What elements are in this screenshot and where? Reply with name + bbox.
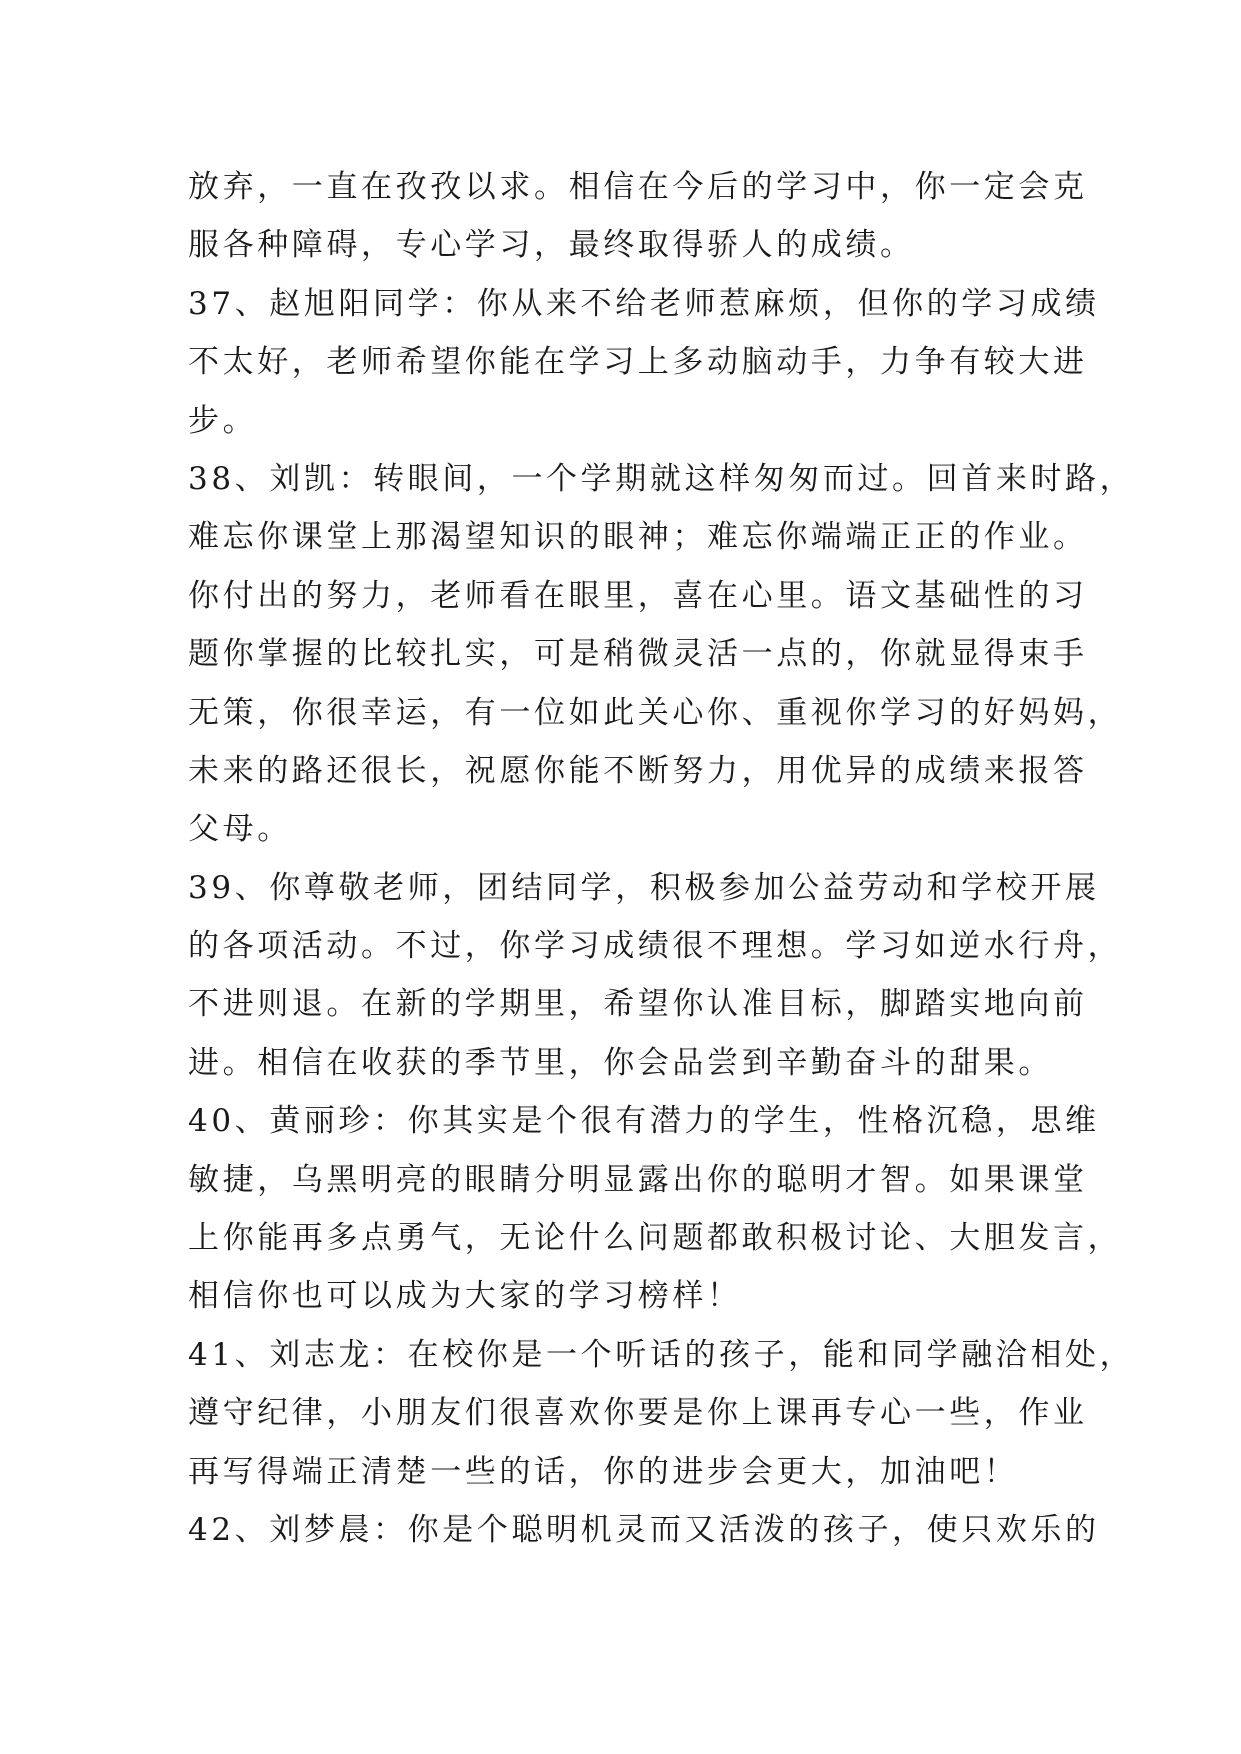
- text-line: 难忘你课堂上那渴望知识的眼神；难忘你端端正正的作业。: [188, 519, 1088, 556]
- text-line: 39、你尊敬老师，团结同学，积极参加公益劳动和学校开展: [188, 869, 1100, 906]
- text-line: 遵守纪律，小朋友们很喜欢你要是你上课再专心一些，作业: [188, 1395, 1088, 1432]
- text-line: 未来的路还很长，祝愿你能不断努力，用优异的成绩来报答: [188, 752, 1088, 789]
- text-line: 38、刘凯：转眼间，一个学期就这样匆匆而过。回首来时路，: [188, 460, 1135, 497]
- text-line: 无策，你很幸运，有一位如此关心你、重视你学习的好妈妈，: [188, 694, 1123, 731]
- text-line: 敏捷，乌黑明亮的眼睛分明显露出你的聪明才智。如果课堂: [188, 1161, 1088, 1198]
- text-line: 父母。: [188, 811, 292, 848]
- text-line: 步。: [188, 402, 258, 439]
- text-line: 不太好，老师希望你能在学习上多动脑动手，力争有较大进: [188, 344, 1088, 381]
- text-line: 41、刘志龙：在校你是一个听话的孩子，能和同学融洽相处，: [188, 1336, 1135, 1373]
- text-line: 进。相信在收获的季节里，你会品尝到辛勤奋斗的甜果。: [188, 1044, 1053, 1081]
- text-line: 相信你也可以成为大家的学习榜样！: [188, 1278, 742, 1315]
- text-line: 你付出的努力，老师看在眼里，喜在心里。语文基础性的习: [188, 577, 1088, 614]
- text-line: 37、赵旭阳同学：你从来不给老师惹麻烦，但你的学习成绩: [188, 285, 1100, 322]
- text-line: 再写得端正清楚一些的话，你的进步会更大，加油吧！: [188, 1453, 1019, 1490]
- text-line: 放弃，一直在孜孜以求。相信在今后的学习中，你一定会克: [188, 169, 1088, 205]
- text-line: 题你掌握的比较扎实，可是稍微灵活一点的，你就显得束手: [188, 636, 1088, 673]
- text-line: 40、黄丽珍：你其实是个很有潜力的学生，性格沉稳，思维: [188, 1103, 1100, 1140]
- text-line: 上你能再多点勇气，无论什么问题都敢积极讨论、大胆发言，: [188, 1220, 1123, 1257]
- text-line: 不进则退。在新的学期里，希望你认准目标，脚踏实地向前: [188, 986, 1088, 1023]
- text-line: 42、刘梦晨：你是个聪明机灵而又活泼的孩子，使只欢乐的: [188, 1511, 1100, 1548]
- text-line: 服各种障碍，专心学习，最终取得骄人的成绩。: [188, 227, 915, 264]
- text-line: 的各项活动。不过，你学习成绩很不理想。学习如逆水行舟，: [188, 928, 1123, 965]
- body-text: [188, 158, 1135, 1559]
